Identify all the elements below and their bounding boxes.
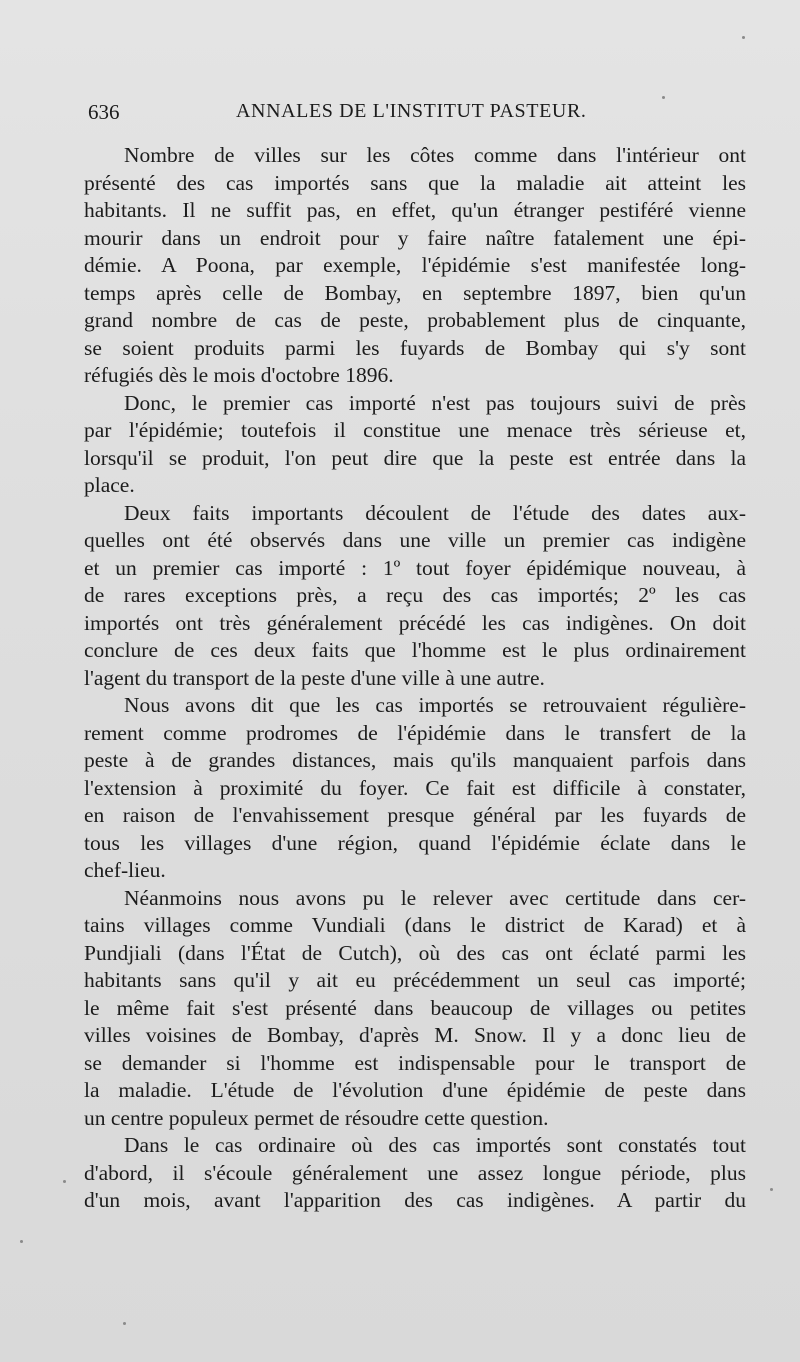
text-line: le même fait s'est présenté dans beaucoup de villages ou petites bbox=[84, 995, 746, 1020]
paper-speck bbox=[742, 36, 745, 39]
text-line: présenté des cas importés sans que la maladie ait atteint les bbox=[84, 170, 746, 195]
text-line: et un premier cas importé : 1º tout foyer épidémique nouveau, à bbox=[84, 555, 746, 580]
running-head bbox=[88, 100, 748, 130]
text-line: tous les villages d'une région, quand l'épidémie éclate dans le bbox=[84, 830, 746, 855]
text-line: temps après celle de Bombay, en septembre 1897, bien qu'un bbox=[84, 280, 746, 305]
text-line: réfugiés dès le mois d'octobre 1896. bbox=[84, 363, 394, 387]
text-line: peste à de grandes distances, mais qu'ils manquaient parfois dans bbox=[84, 748, 746, 772]
text-line: un centre populeux permet de résoudre cette question. bbox=[84, 1105, 549, 1130]
text-line: Nombre de villes sur les côtes comme dans l'intérieur ont bbox=[124, 143, 746, 167]
paper-speck bbox=[20, 1240, 23, 1243]
text-line: par l'épidémie; toutefois il constitue une menace très sérieuse et, bbox=[84, 418, 746, 442]
text-line: en raison de l'envahissement presque général par les fuyards de bbox=[84, 803, 746, 827]
text-line: Donc, le premier cas importé n'est pas toujours suivi de près bbox=[124, 390, 746, 415]
text-line: conclure de ces deux faits que l'homme est le plus ordinairement bbox=[84, 638, 746, 662]
text-line: d'un mois, avant l'apparition des cas indigènes. A partir du bbox=[84, 1188, 746, 1212]
text-line: Pundjiali (dans l'État de Cutch), où des cas ont éclaté parmi les bbox=[84, 940, 746, 965]
text-line: Deux faits importants découlent de l'étude des dates aux- bbox=[124, 500, 746, 525]
text-line: chef-lieu. bbox=[84, 858, 166, 882]
text-line: habitants sans qu'il y ait eu précédemment un seul cas importé; bbox=[84, 968, 746, 992]
body-text bbox=[84, 142, 746, 1215]
text-line: d'abord, il s'écoule généralement une assez longue période, plus bbox=[84, 1160, 746, 1185]
paper-speck bbox=[123, 1322, 126, 1325]
paper-speck bbox=[662, 96, 665, 99]
text-line: rement comme prodromes de l'épidémie dans le transfert de la bbox=[84, 720, 746, 745]
text-line: Dans le cas ordinaire où des cas importés sont constatés tout bbox=[124, 1133, 746, 1157]
text-line: mourir dans un endroit pour y faire naître fatalement une épi- bbox=[84, 225, 746, 250]
paper-speck bbox=[770, 1188, 773, 1191]
paper-speck bbox=[63, 1180, 66, 1183]
text-line: habitants. Il ne suffit pas, en effet, qu'un étranger pestiféré vienne bbox=[84, 198, 746, 222]
text-line: importés ont très généralement précédé les cas indigènes. On doit bbox=[84, 610, 746, 635]
text-line: de rares exceptions près, a reçu des cas importés; 2º les cas bbox=[84, 583, 746, 607]
text-line: quelles ont été observés dans une ville un premier cas indigène bbox=[84, 528, 746, 552]
text-line: lorsqu'il se produit, l'on peut dire que la peste est entrée dans la bbox=[84, 445, 746, 470]
journal-title: ANNALES DE L'INSTITUT PASTEUR. bbox=[236, 100, 587, 122]
text-line: villes voisines de Bombay, d'après M. Snow. Il y a donc lieu de bbox=[84, 1023, 746, 1047]
text-line: tains villages comme Vundiali (dans le district de Karad) et à bbox=[84, 913, 746, 937]
page-number: 636 bbox=[88, 100, 120, 124]
text-line: l'extension à proximité du foyer. Ce fait est difficile à constater, bbox=[84, 775, 746, 800]
text-line: se demander si l'homme est indispensable pour le transport de bbox=[84, 1050, 746, 1075]
text-line: grand nombre de cas de peste, probablement plus de cinquante, bbox=[84, 308, 746, 332]
text-line: la maladie. L'étude de l'évolution d'une épidémie de peste dans bbox=[84, 1078, 746, 1102]
text-line: démie. A Poona, par exemple, l'épidémie s'est manifestée long- bbox=[84, 253, 746, 277]
text-line: Néanmoins nous avons pu le relever avec certitude dans cer- bbox=[124, 885, 746, 910]
text-line: Nous avons dit que les cas importés se retrouvaient régulière- bbox=[124, 693, 746, 717]
text-line: se soient produits parmi les fuyards de Bombay qui s'y sont bbox=[84, 335, 746, 360]
text-line: place. bbox=[84, 473, 135, 497]
text-line: l'agent du transport de la peste d'une ville à une autre. bbox=[84, 665, 545, 690]
